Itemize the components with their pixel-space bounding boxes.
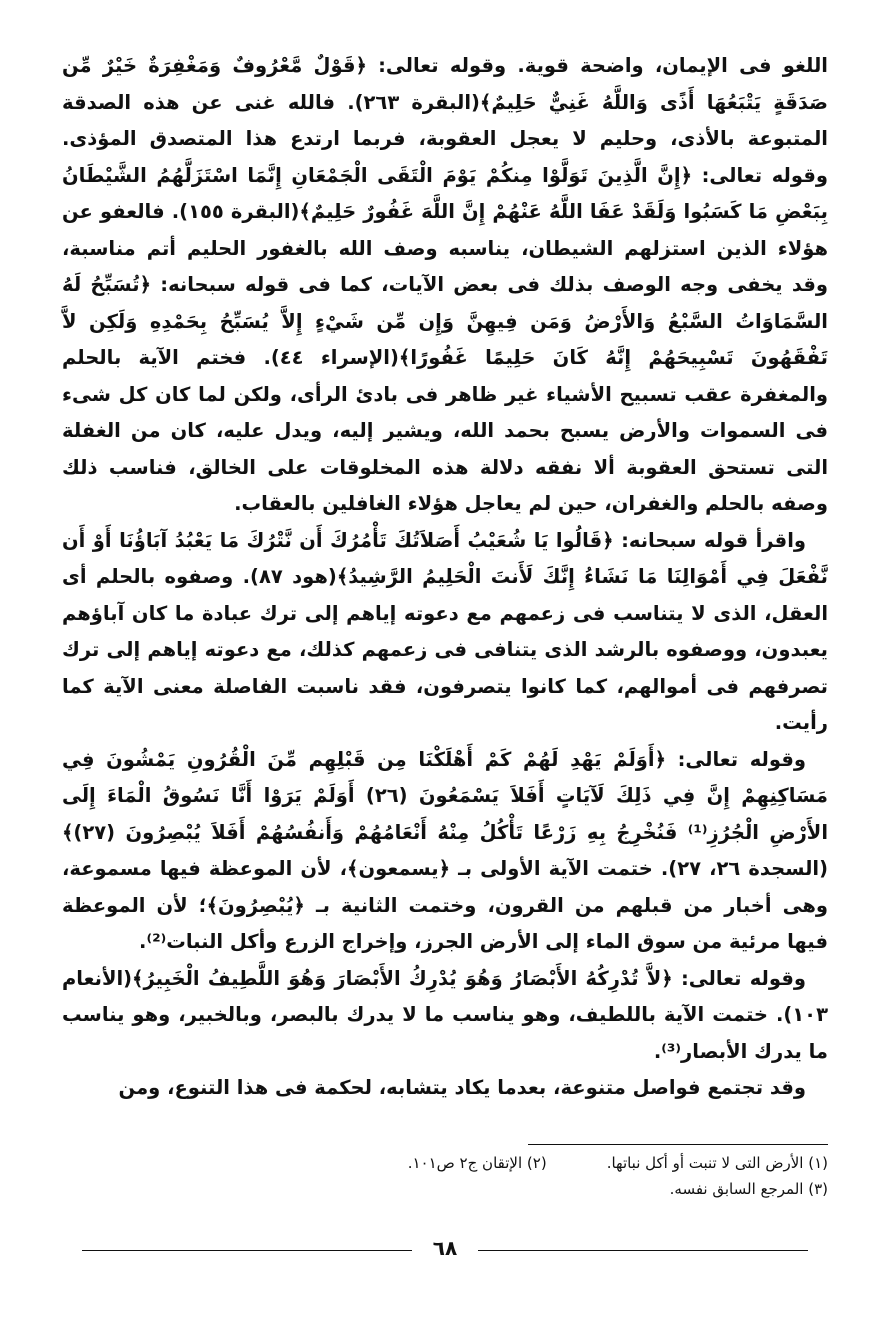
footer-rule-right bbox=[478, 1250, 808, 1251]
footnote-2: (٢) الإتقان ج٢ ص١٠١. bbox=[407, 1154, 547, 1172]
footnote-1: (١) الأرض التى لا تنبت أو أكل نباتها. bbox=[606, 1154, 828, 1172]
footnote-3: (٣) المرجع السابق نفسه. bbox=[669, 1180, 828, 1198]
footnote-row bbox=[62, 1150, 828, 1176]
paragraph-5: وقد تجتمع فواصل متنوعة، بعدما يكاد يتشابه، لحكمة فى هذا التنوع، ومن bbox=[118, 1076, 806, 1099]
footnotes bbox=[62, 1150, 828, 1202]
page-number: ٦٨ bbox=[432, 1236, 458, 1260]
page-footer bbox=[62, 1236, 828, 1266]
paragraph-2: واقرأ قوله سبحانه: ﴿قَالُوا يَا شُعَيْبُ أَصَلاَتُكَ تَأْمُرُكَ أَن نَّتْرُكَ مَا يَعْبُدُ آبَاؤُنَا أَوْ أَن نَّفْعَلَ فِي أَمْوَالِنَا مَا نَشَاءُ إِنَّكَ لَأَنتَ الْحَلِيمُ الرَّشِيدُ﴾(هود ٨٧). وصفوه بالحلم أى العقل، الذى لا يتناسب فى زعمهم مع دعوته إياهم إلى ترك عبادة ما كان آباؤهم يعبدون، ووصفوه بالرشد الذى يتنافى فى زعمهم كذلك، مع دعوته إياهم إلى ترك تصرفهم فى أموالهم، كما كانوا يتصرفون، فقد ناسبت الفاصلة معنى الآية كما رأيت. bbox=[62, 528, 828, 734]
main-text bbox=[62, 48, 828, 1107]
paragraph-3: وقوله تعالى: ﴿أَوَلَمْ يَهْدِ لَهُمْ كَمْ أَهْلَكْنَا مِن قَبْلِهِم مِّنَ الْقُرُونِ يَمْشُونَ فِي مَسَاكِنِهِمْ إِنَّ فِي ذَلِكَ لَآيَاتٍ أَفَلاَ يَسْمَعُونَ (٢٦) أَوَلَمْ يَرَوْا أَنَّا نَسُوقُ الْمَاءَ إِلَى الأَرْضِ الْجُرُزِ⁽¹⁾ فَنُخْرِجُ بِهِ زَرْعًا تَأْكُلُ مِنْهُ أَنْعَامُهُمْ وَأَنفُسُهُمْ أَفَلاَ يُبْصِرُونَ (٢٧)﴾(السجدة ٢٦، ٢٧). ختمت الآية الأولى بـ ﴿يسمعون﴾، لأن الموعظة فيها مسموعة، وهى أخبار من قبلهم من القرون، وختمت الثانية بـ ﴿يُبْصِرُونَ﴾؛ لأن الموعظة فيها مرئية من سوق الماء إلى الأرض الجرز، وإخراج الزرع وأكل النبات⁽²⁾. bbox=[62, 747, 829, 953]
footnote-divider bbox=[528, 1144, 828, 1145]
paragraph-1: اللغو فى الإيمان، واضحة قوية. وقوله تعالى: ﴿قَوْلٌ مَّعْرُوفٌ وَمَغْفِرَةٌ خَيْرٌ مِّن صَدَقَةٍ يَتْبَعُهَا أَذًى وَاللَّهُ غَنِيٌّ حَلِيمٌ﴾(البقرة ٢٦٣). فالله غنى عن هذه الصدقة المتبوعة بالأذى، وحليم لا يعجل العقوبة، فربما ارتدع هذا المتصدق المؤذى. وقوله تعالى: ﴿إِنَّ الَّذِينَ تَوَلَّوْا مِنكُمْ يَوْمَ الْتَقَى الْجَمْعَانِ إِنَّمَا اسْتَزَلَّهُمُ الشَّيْطَانُ بِبَعْضِ مَا كَسَبُوا وَلَقَدْ عَفَا اللَّهُ عَنْهُمْ إِنَّ اللَّهَ غَفُورٌ حَلِيمٌ﴾(البقرة ١٥٥). فالعفو عن هؤلاء الذين استزلهم الشيطان، يناسبه وصف الله بالغفور الحليم أتم مناسبة، وقد يخفى وجه الوصف بذلك فى بعض الآيات، كما فى قوله سبحانه: ﴿تُسَبِّحُ لَهُ السَّمَاوَاتُ السَّبْعُ وَالأَرْضُ وَمَن فِيهِنَّ وَإِن مِّن شَيْءٍ إِلاَّ يُسَبِّحُ بِحَمْدِهِ وَلَكِن لاَّ تَفْقَهُونَ تَسْبِيحَهُمْ إِنَّهُ كَانَ حَلِيمًا غَفُورًا﴾(الإسراء ٤٤). فختم الآية بالحلم والمغفرة عقب تسبيح الأشياء غير ظاهر فى بادئ الرأى، ولكن لما كان كل شىء فى السموات والأرض يسبح بحمد الله، ويشير إليه، ويدل عليه، كان من الغفلة التى تستحق العقوبة ألا نفقه دلالة هذه المخلوقات على الخالق، فناسب ذلك وصفه بالحلم والغفران، حين لم يعاجل هؤلاء الغافلين بالعقاب. bbox=[62, 54, 828, 515]
paragraph-4: وقوله تعالى: ﴿لاَّ تُدْرِكُهُ الأَبْصَارُ وَهُوَ يُدْرِكُ الأَبْصَارَ وَهُوَ اللَّطِيفُ الْخَبِيرُ﴾(الأنعام ١٠٣). ختمت الآية باللطيف، وهو يناسب ما لا يدرك بالبصر، وبالخبير، وهو يناسب ما يدرك الأبصار⁽³⁾. bbox=[62, 966, 828, 1063]
